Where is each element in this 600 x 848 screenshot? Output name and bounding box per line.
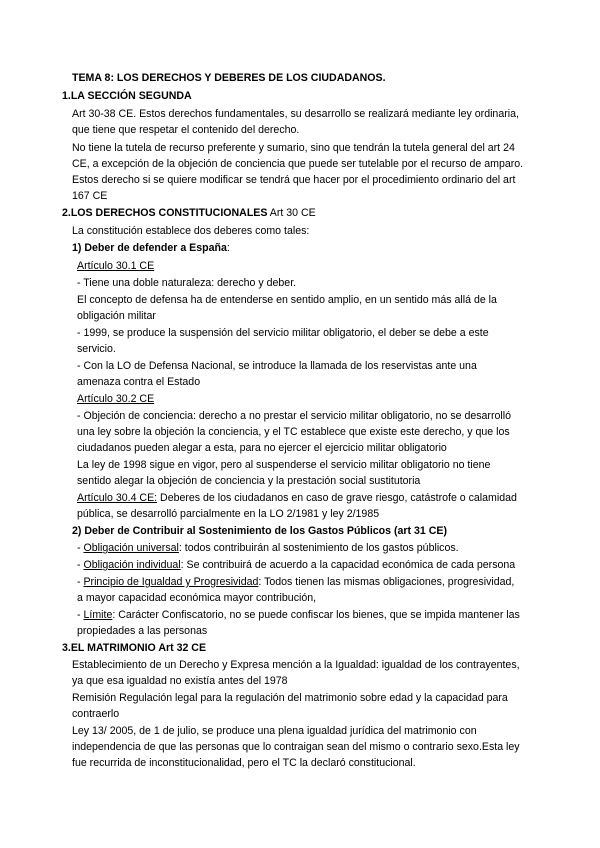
list-text: : Se contribuirá de acuerdo a la capacidad económica de cada persona: [180, 559, 516, 571]
paragraph-line: No tiene la tutela de recurso preferente y sumario, sino que tendrán la tutela general del art 24: [72, 142, 515, 154]
list-text: : Todos tienen las mismas obligaciones, progresividad,: [258, 576, 515, 588]
article-30-4-heading: Artículo 30.4 CE:: [77, 492, 158, 504]
list-item: [77, 575, 514, 591]
paragraph-line: ya que esa igualdad no existía antes del 1978: [72, 675, 288, 687]
paragraph-line: Art 30-38 CE. Estos derechos fundamentales, su desarrollo se realizará mediante ley ordinaria,: [72, 108, 519, 120]
list-term: Principio de Igualdad y Progresividad: [83, 576, 259, 588]
article-30-4-text: Deberes de los ciudadanos en caso de grave riesgo, catástrofe o calamidad: [157, 492, 517, 504]
article-line: obligación militar: [77, 310, 156, 322]
list-term: Límite: [83, 609, 113, 621]
article-line: servicio.: [77, 343, 116, 355]
article-line: - Objeción de conciencia: derecho a no prestar el servicio militar obligatorio, no se desarrolló: [77, 410, 511, 422]
list-item-continuation: propiedades a las personas: [77, 625, 208, 637]
list-text: : todos contribuirán al sostenimiento de los gastos públicos.: [178, 542, 459, 554]
paragraph-line: Remisión Regulación legal para la regulación del matrimonio sobre edad y la capacidad para: [72, 692, 508, 704]
article-line: - Con la LO de Defensa Nacional, se introduce la llamada de los reservistas ante una: [77, 360, 477, 372]
article-line: pública, se desarrolló parcialmente en la LO 2/1981 y ley 2/1985: [77, 508, 380, 520]
list-item: [77, 608, 520, 624]
section-1-heading: 1.LA SECCIÓN SEGUNDA: [62, 90, 192, 102]
list-item-continuation: a mayor capacidad económica mayor contribución,: [77, 592, 317, 604]
article-line: sentido alegar la objeción de conciencia y la prestación social sustitutoria: [77, 475, 421, 487]
paragraph-line: CE, a excepción de la objeción de conciencia que puede ser tutelable por el recurso de amparo.: [72, 158, 524, 170]
duty-1-heading: [72, 241, 230, 257]
list-bullet: -: [77, 542, 84, 554]
document-title: TEMA 8: LOS DERECHOS Y DEBERES DE LOS CIUDADANOS.: [72, 72, 386, 84]
list-term: Obligación universal: [83, 542, 179, 554]
list-bullet: -: [77, 609, 84, 621]
section-2-ref: Art 30 CE: [267, 207, 316, 219]
duty-2-heading: 2) Deber de Contribuir al Sostenimiento de los Gastos Públicos (art 31 CE): [72, 525, 447, 537]
article-line: - 1999, se produce la suspensión del servicio militar obligatorio, el deber se debe a este: [77, 327, 489, 339]
list-bullet: -: [77, 559, 84, 571]
list-item: [77, 541, 459, 557]
article-30-1-heading: Artículo 30.1 CE: [77, 260, 155, 272]
article-line: La ley de 1998 sigue en vigor, pero al suspenderse el servicio militar obligatorio no tiene: [77, 459, 491, 471]
article-30-2-heading: Artículo 30.2 CE: [77, 393, 155, 405]
section-3-heading: 3.EL MATRIMONIO Art 32 CE: [62, 642, 207, 654]
article-line: amenaza contra el Estado: [77, 376, 201, 388]
paragraph-line: Establecimiento de un Derecho y Expresa mención a la Igualdad: igualdad de los contrayentes,: [72, 659, 520, 671]
section-2-title: 2.LOS DERECHOS CONSTITUCIONALES: [62, 207, 268, 219]
duty-1-label: 1) Deber de defender a España: [72, 242, 227, 254]
list-item: [77, 558, 515, 574]
duty-1-colon: :: [226, 242, 230, 254]
list-text: : Carácter Confiscatorio, no se puede confiscar los bienes, que se impida mantener las: [112, 609, 520, 621]
list-term: Obligación individual: [83, 559, 181, 571]
paragraph-line: contraerlo: [72, 708, 120, 720]
paragraph-line: fue recurrida de inconstitucionalidad, pero el TC la declaró constitucional.: [72, 757, 416, 769]
list-bullet: -: [77, 576, 84, 588]
paragraph-line: independencia de que las personas que lo contraigan sean del mismo o contrario sexo.Esta ley: [72, 741, 520, 753]
paragraph-line: Ley 13/ 2005, de 1 de julio, se produce una plena igualdad jurídica del matrimonio con: [72, 725, 477, 737]
paragraph-line: 167 CE: [72, 190, 108, 202]
section-2-heading: [62, 206, 316, 222]
paragraph-line: Estos derecho si se quiere modificar se tendrá que hacer por el procedimiento ordinario del art: [72, 174, 516, 186]
paragraph-line: que tiene que respetar el contenido del derecho.: [72, 124, 300, 136]
article-line: El concepto de defensa ha de entenderse en sentido amplio, en un sentido más allá de la: [77, 294, 497, 306]
article-line: ciudadanos pueden alegar a esta, para no ejercer el ejercicio militar obligatorio: [77, 442, 447, 454]
article-30-4-line: [77, 491, 517, 507]
section-2-intro: La constitución establece dos deberes como tales:: [72, 225, 310, 237]
article-line: una ley sobre la objeción la conciencia, y el TC establece que existe este derecho, y que los: [77, 426, 510, 438]
article-line: - Tiene una doble naturaleza: derecho y deber.: [77, 277, 297, 289]
